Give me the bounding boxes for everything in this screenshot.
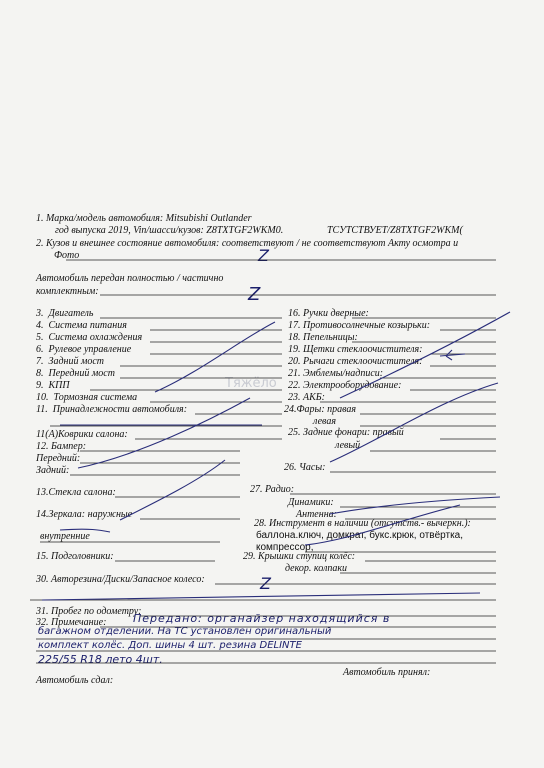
antenna: Антенна: [296, 509, 337, 520]
item-31-mileage: 31. Пробег по одометру: [36, 606, 142, 617]
item-2-body-condition: 2. Кузов и внешнее состояние автомобиля: соответствуют / не соответствуют Акту осмотра и [36, 238, 459, 249]
item-18: 18. Пепельницы: [288, 332, 358, 343]
item-17: 17. Противосолнечные козырьки: [288, 320, 431, 331]
item-7: 7. Задний мост [36, 356, 105, 367]
handed-over-by: Автомобиль сдал: [36, 675, 114, 686]
item-14-mirrors: 14.Зеркала: наружные [36, 509, 133, 520]
transfer-line-1: Автомобиль передан полностью / частично [36, 273, 224, 284]
item-22: 22. Электрооборудование: [288, 380, 402, 391]
speakers: Динамики: [288, 497, 334, 508]
item-32-note: 32. Примечание: [36, 617, 107, 628]
item-23: 23. АКБ: [288, 392, 325, 403]
item-6: 6. Рулевое управление [36, 344, 132, 355]
accepted-by: Автомобиль принял: [343, 667, 431, 678]
handwritten-note-3: комплект колёс. Доп. шины 4 шт. резина DELINTE [38, 640, 302, 651]
item-10: 10. Тормозная система [36, 392, 138, 403]
handwritten-note-4: 225/55 R18 лето 4шт. [38, 653, 163, 666]
item-5: 5. Система охлаждения [36, 332, 143, 343]
item-9: 9. КПП [36, 380, 70, 391]
item-3: 3. Двигатель [36, 308, 94, 319]
handwritten-note-1: Передано: органайзер находящийся в [133, 612, 391, 625]
item-30-tires: 30. Авторезина/Диски/Запасное колесо: [36, 574, 205, 585]
item-29-hubcaps: 29. Крышки ступиц колёс: [243, 551, 356, 562]
item-15-headrests: 15. Подголовники: [36, 551, 114, 562]
item-1-vin-right: ТСУТСТВУЕТ/Z8TXTGF2WKM( [327, 225, 463, 236]
item-2-photo: Фото [54, 250, 80, 261]
item-13-glass: 13.Стекла салона: [36, 487, 116, 498]
item-11a-mats: 11(А)Коврики салона: [36, 429, 128, 440]
handwritten-z-mark-3: Z [260, 574, 271, 593]
item-27-radio: 27. Радио: [250, 484, 295, 495]
item-1-year-vin: год выпуска 2019, Vin/шасси/кузов: Z8TXTGF2WKM0. [55, 225, 284, 236]
rear-light-left: левый [335, 440, 361, 451]
bumper-front: Передний: [36, 453, 81, 464]
diagonal-strike-lines [42, 312, 510, 600]
item-19: 19. Щетки стеклоочистителя: [288, 344, 423, 355]
bumper-rear: Задний: [36, 465, 70, 476]
transfer-line-2: комплектным: [36, 286, 99, 297]
handwritten-z-mark-2: Z [248, 284, 261, 305]
mirrors-inner: внутренние [40, 531, 90, 542]
item-28-tools: 28. Инструмент в наличии (отсутств.- вычеркн.): [254, 518, 471, 529]
item-11: 11. Принадлежности автомобиля: [36, 404, 188, 415]
item-24: 24.Фары: правая [284, 404, 357, 415]
item-4: 4. Система питания [36, 320, 127, 331]
item-16: 16. Ручки дверные: [288, 308, 369, 319]
item-1-make-model: 1. Марка/модель автомобиля: Mitsubishi Outlander [36, 213, 252, 224]
item-26-clock: 26. Часы: [284, 462, 326, 473]
tools-list: баллона.ключ, домкрат, букс.крюк, отвёртка, [256, 530, 464, 541]
item-21: 21. Эмблемы/надписи: [288, 368, 384, 379]
item-20: 20. Рычаги стеклоочистителя: [288, 356, 423, 367]
handwritten-z-mark-1: Z [258, 246, 269, 265]
handwritten-note-2: багажном отделении. На ТС установлен оригинальный [38, 626, 332, 637]
headlight-left: левая [313, 416, 336, 427]
underlines [30, 260, 496, 663]
watermark: Тяжёло [225, 376, 277, 391]
decor-caps: декор. колпаки [285, 563, 348, 574]
item-25-rear-lights: 25. Задние фонари: правый [288, 427, 404, 438]
tools-compressor: компрессор, [256, 542, 314, 553]
item-8: 8. Передний мост [36, 368, 115, 379]
item-12-bumper: 12. Бампер: [36, 441, 87, 452]
